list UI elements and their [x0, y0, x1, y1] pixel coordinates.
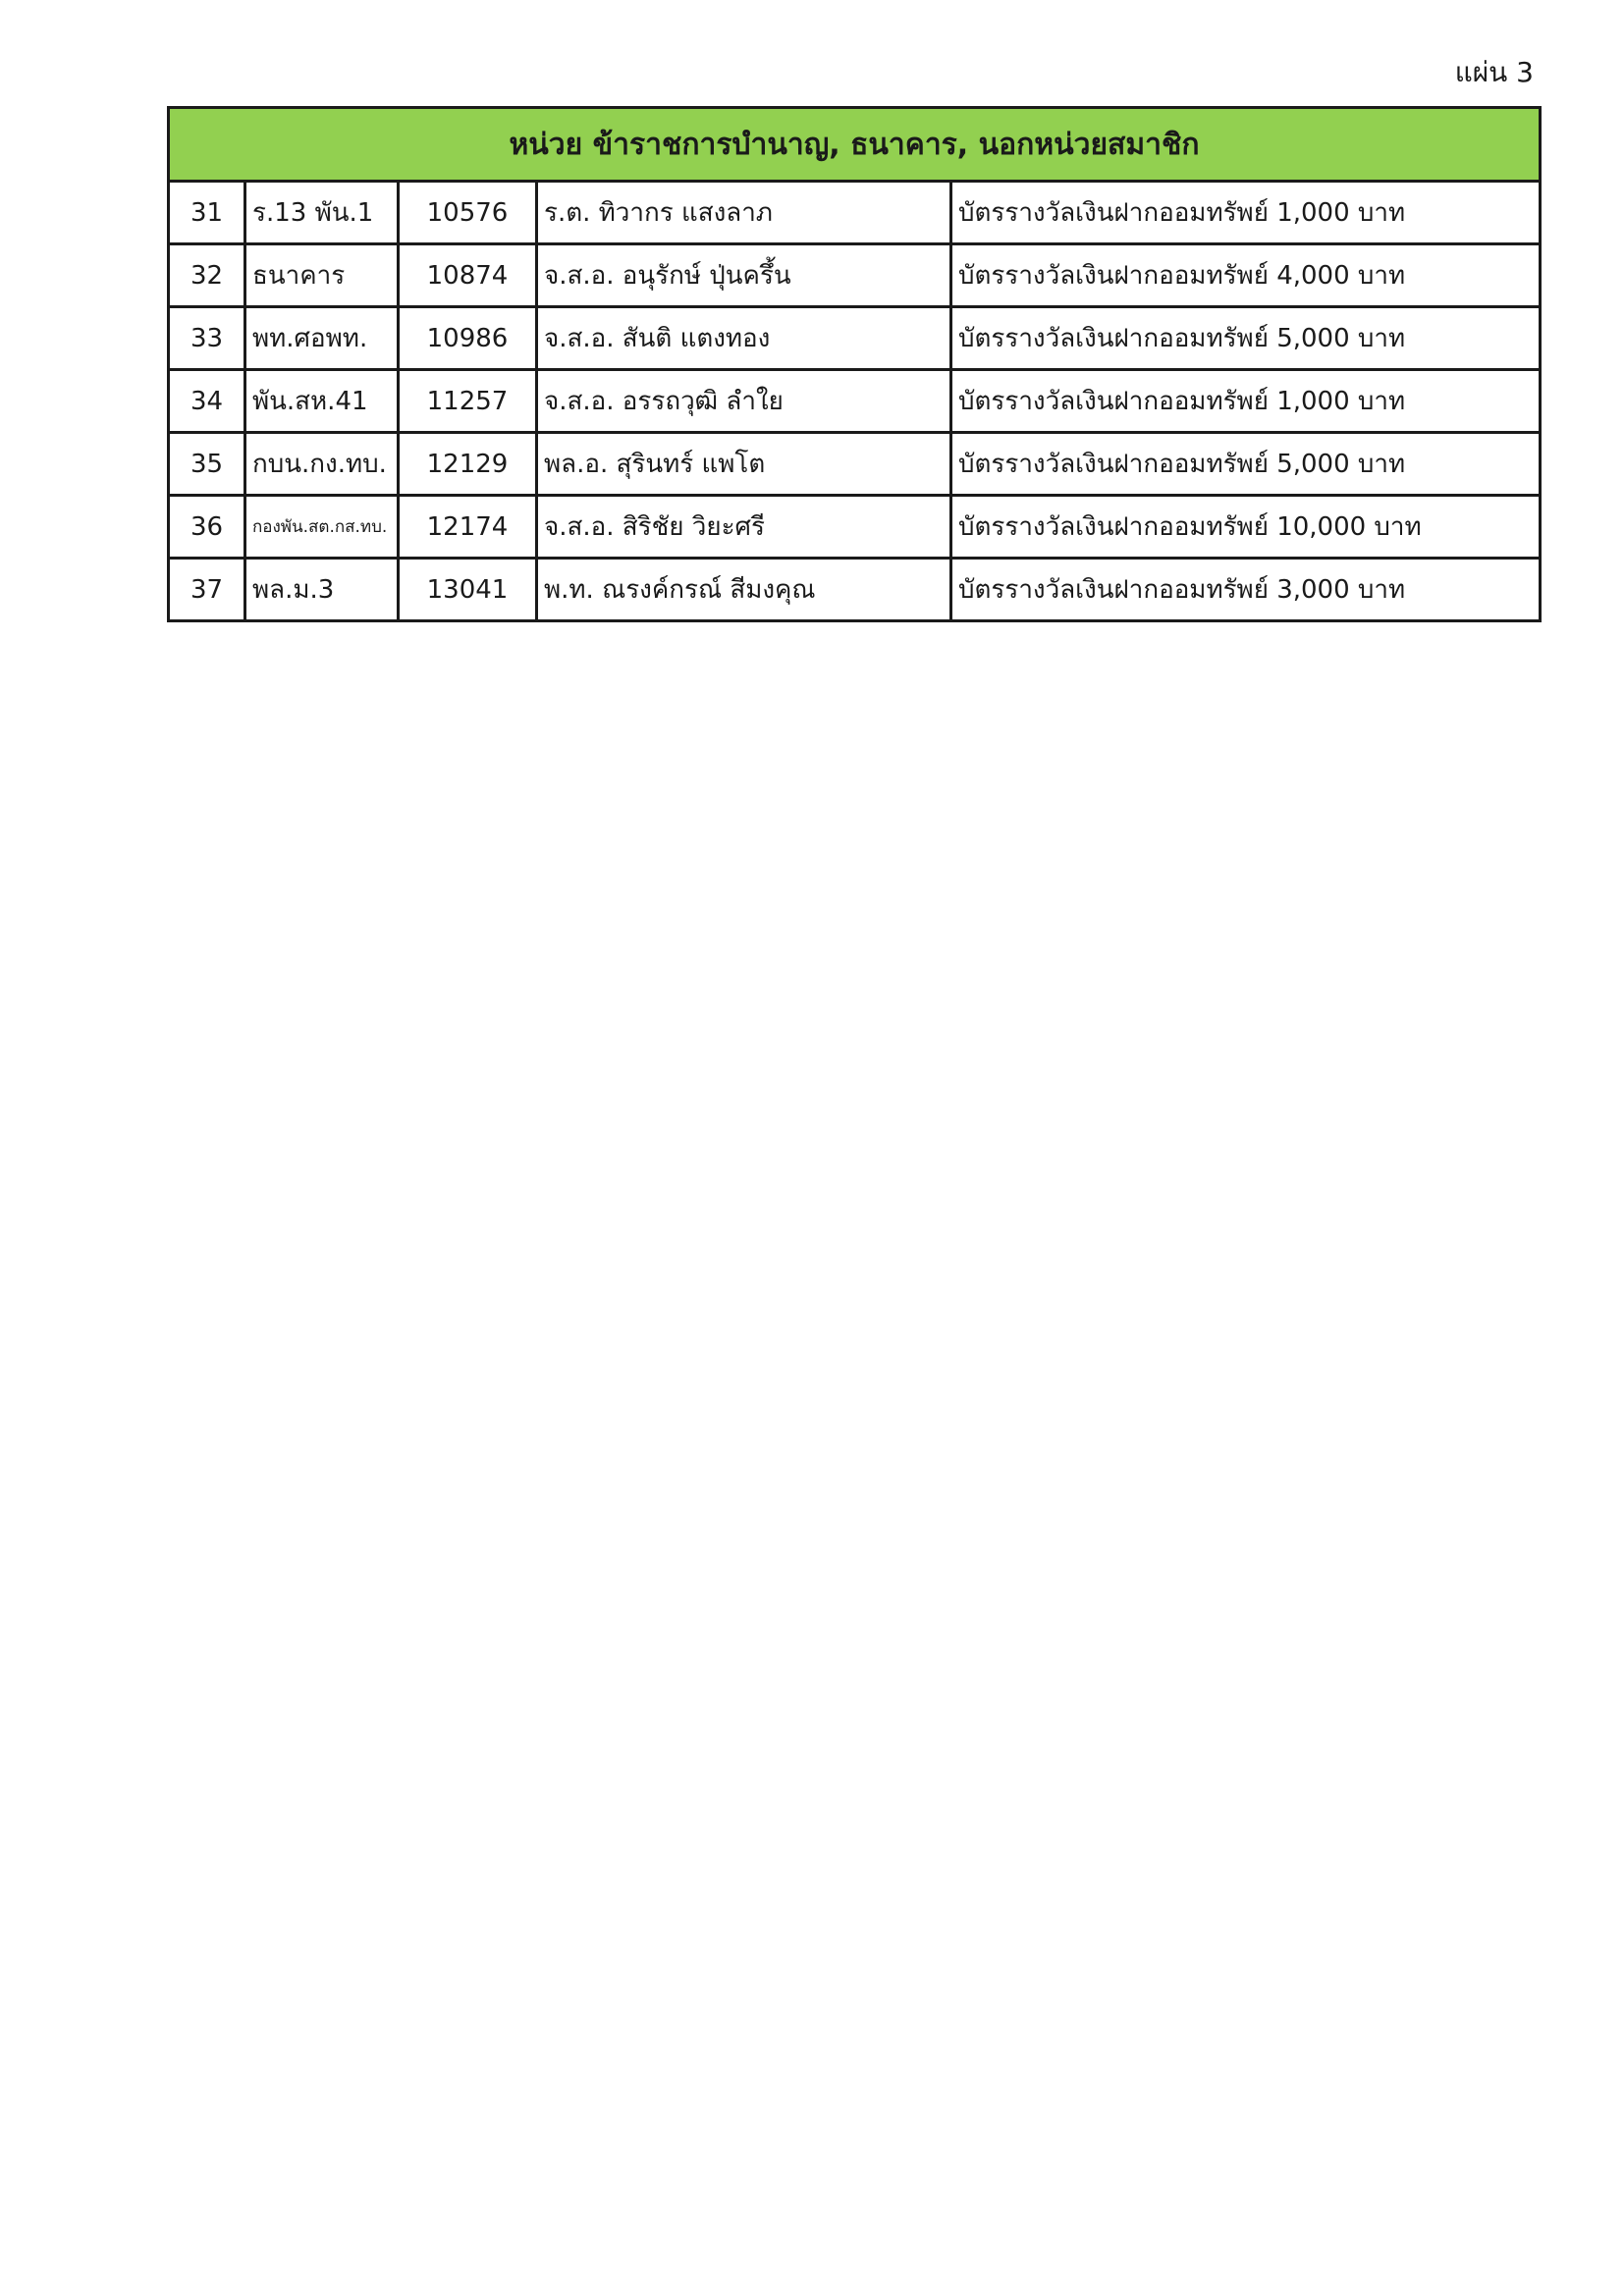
- prize-cell: บัตรรางวัลเงินฝากออมทรัพย์ 10,000 บาท: [951, 496, 1541, 559]
- unit-cell: กองพัน.สต.กส.ทบ.: [245, 496, 399, 559]
- winner-name-cell: จ.ส.อ. อนุรักษ์ ปุ่นครึ้น: [537, 244, 951, 307]
- page-number: แผ่น 3: [1454, 56, 1534, 88]
- winner-name-cell: พ.ท. ณรงค์กรณ์ สีมงคุณ: [537, 559, 951, 621]
- winner-name-cell: จ.ส.อ. อรรถวุฒิ ลำใย: [537, 370, 951, 433]
- table-row: [169, 433, 1541, 496]
- unit-cell: กบน.กง.ทบ.: [245, 433, 399, 496]
- winner-name-cell: ร.ต. ทิวากร แสงลาภ: [537, 182, 951, 244]
- table-row: [169, 244, 1541, 307]
- row-number: 37: [169, 559, 245, 621]
- row-number: 33: [169, 307, 245, 370]
- row-number: 36: [169, 496, 245, 559]
- prize-cell: บัตรรางวัลเงินฝากออมทรัพย์ 3,000 บาท: [951, 559, 1541, 621]
- prize-winners-table: [167, 106, 1542, 622]
- table-row: [169, 559, 1541, 621]
- prize-cell: บัตรรางวัลเงินฝากออมทรัพย์ 5,000 บาท: [951, 307, 1541, 370]
- member-code-cell: 10576: [399, 182, 537, 244]
- table-body: [169, 182, 1541, 621]
- unit-cell: พท.ศอพท.: [245, 307, 399, 370]
- unit-cell: พล.ม.3: [245, 559, 399, 621]
- table-header-row: [169, 108, 1541, 182]
- table-row: [169, 496, 1541, 559]
- member-code-cell: 10874: [399, 244, 537, 307]
- prize-cell: บัตรรางวัลเงินฝากออมทรัพย์ 1,000 บาท: [951, 182, 1541, 244]
- winner-name-cell: จ.ส.อ. สันติ แตงทอง: [537, 307, 951, 370]
- row-number: 31: [169, 182, 245, 244]
- member-code-cell: 12129: [399, 433, 537, 496]
- unit-cell: ร.13 พัน.1: [245, 182, 399, 244]
- row-number: 32: [169, 244, 245, 307]
- member-code-cell: 13041: [399, 559, 537, 621]
- member-code-cell: 10986: [399, 307, 537, 370]
- member-code-cell: 11257: [399, 370, 537, 433]
- member-code-cell: 12174: [399, 496, 537, 559]
- prize-cell: บัตรรางวัลเงินฝากออมทรัพย์ 1,000 บาท: [951, 370, 1541, 433]
- winner-name-cell: จ.ส.อ. สิริชัย วิยะศรี: [537, 496, 951, 559]
- row-number: 34: [169, 370, 245, 433]
- unit-cell: ธนาคาร: [245, 244, 399, 307]
- row-number: 35: [169, 433, 245, 496]
- prize-cell: บัตรรางวัลเงินฝากออมทรัพย์ 4,000 บาท: [951, 244, 1541, 307]
- unit-cell: พัน.สห.41: [245, 370, 399, 433]
- table-row: [169, 370, 1541, 433]
- table-row: [169, 307, 1541, 370]
- table-row: [169, 182, 1541, 244]
- table-header: หน่วย ข้าราชการบำนาญ, ธนาคาร, นอกหน่วยสมาชิก: [169, 108, 1541, 182]
- prize-cell: บัตรรางวัลเงินฝากออมทรัพย์ 5,000 บาท: [951, 433, 1541, 496]
- winner-name-cell: พล.อ. สุรินทร์ แพโต: [537, 433, 951, 496]
